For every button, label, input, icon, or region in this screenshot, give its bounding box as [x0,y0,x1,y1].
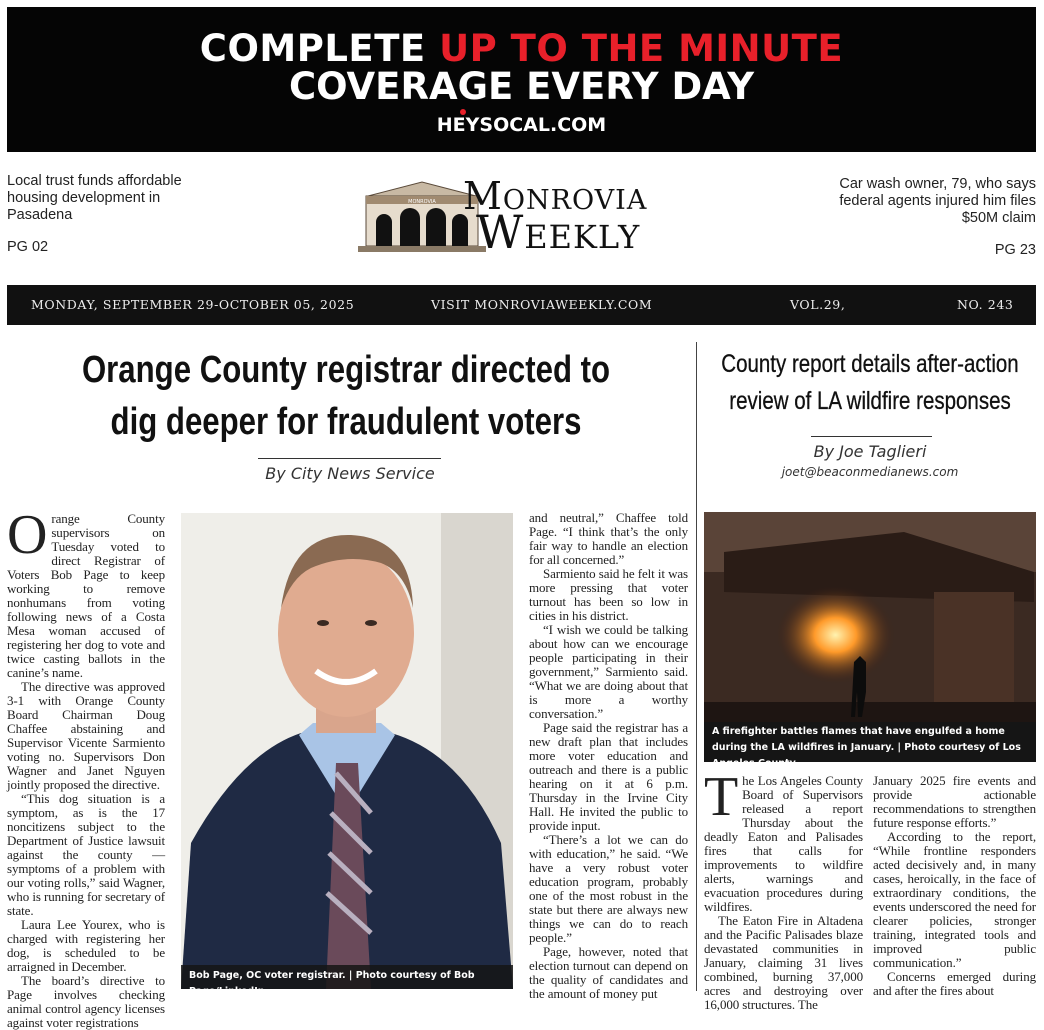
logo-text-weekly: Weekly [476,205,641,259]
side-photo[interactable] [704,512,1036,769]
right-teaser[interactable]: Car wash owner, 79, who says federal agents injured him files $50M claim [839,176,1036,226]
side-headline-line2: review of LA wildfire responses [729,387,1011,415]
lead-byline: By City News Service [265,464,435,483]
banner-headline-line1: COMPLETE UP TO THE MINUTE [199,27,844,70]
lead-headline-line2: dig deeper for fraudulent voters [110,401,582,443]
drop-cap: T [704,766,739,828]
lead-column-1: Orange County supervisors on Tuesday voted to direct Registrar of Voters Bob Page to keep working to remove nonhumans from voting following news of a Costa Mesa woman accused of registering her dog to vote and twice casting ballots in the canine’s name. The directive was approved 3-1 with Orange County Board Chairman Doug Chaffee abstaining and Supervisor Vicente Sarmiento voting no. Supervisors Don Wagner and Janet Nguyen jointly proposed the directive. “This dog situation is a symptom, as is the 17 noncitizens subject to the Department of Justice lawsuit against the county — symptoms of a problem with our voting rolls,” said Wagner, who is running for secretary of state. Laura Lee Yourex, who is charged with registering her dog, is scheduled to be arraigned in December. The board’s directive to Page involves checking animal control agency licenses against voter registrations [7,504,165,1030]
left-teaser-page: PG 02 [7,239,49,255]
side-byline-rule [811,436,932,437]
ad-banner[interactable] [7,7,1036,152]
author-email[interactable]: joet@beaconmedianews.com [781,465,959,479]
logo-text-monrovia: Monrovia [463,174,648,218]
issue-date: MONDAY, SEPTEMBER 29-OCTOBER 05, 2025 [31,297,355,312]
volume: VOL.29, [790,297,846,312]
left-teaser[interactable]: Local trust funds affordable housing development in Pasadena [7,173,182,223]
lead-headline-line1: Orange County registrar directed to [81,349,611,391]
banner-headline-line2: COVERAGE EVERY DAY [288,65,755,108]
column-divider [696,342,697,991]
side-headline-line1: County report details after-action [721,350,1019,378]
lead-column-3: and neutral,” Chaffee told Page. “I think that’s the only fair way to handle an election for all concerned.” Sarmiento said he felt it was more pressing that voter turnout has been so low in cities in his district. “I wish we could be talking about how can we encourage people participating in their government,” Sarmiento said. “What we are doing about that is more a worthy conversation.” Page said the registrar has a new draft plan that includes more voter education and outreach and there is a public hearing on it at 6 p.m. Thursday in the Irvine City Hall. He invited the public to provide input. “There’s a lot we can do with education,” he said. “We have a very robust voter education program, probably one of the most robust in the state but there are always new things we can do to reach people.” Page, however, noted that election turnout can depend on the quality of candidates and the amount of money put [529,510,688,1001]
side-headline[interactable] [698,346,1042,420]
website-link[interactable]: VISIT MONROVIAWEEKLY.COM [431,297,653,312]
lead-photo-caption: Bob Page, OC voter registrar. | Photo courtesy of Bob Page/LinkedIn [189,970,475,997]
svg-text:MONROVIA: MONROVIA [408,199,436,205]
date-bar [7,285,1036,325]
side-column-2: January 2025 fire events and provide actionable recommendations to strengthen future response efforts.” According to the report, “While frontline responders acted decisively and, in many cases, heroically, in the face of extraordinary conditions, the events underscored the need for clearer policies, stronger training, integrated tools and improved public communication.” Concerns emerged during and after the fires about [873,773,1036,998]
portrait-image [181,513,513,989]
drop-cap: O [7,504,48,566]
lead-headline[interactable] [29,344,662,448]
right-teaser-page: PG 23 [994,242,1036,258]
banner-url[interactable]: HEYSOCAL.COM [436,114,607,136]
byline-rule [258,458,441,459]
lead-photo[interactable] [181,513,513,997]
masthead-logo[interactable] [358,172,693,257]
issue-number: NO. 243 [957,297,1014,312]
side-photo-caption: A firefighter battles flames that have engulfed a home during the LA wildfires in January. | Photo courtesy of Los Angeles County [712,726,1021,769]
side-byline: By Joe Taglieri [813,442,927,461]
side-column-1: The Los Angeles County Board of Supervisors released a report Thursday about the deadly Eaton and Palisades fires that calls for improvements to wildfire alerts, warnings and evacuation procedures during wildfires. The Eaton Fire in Altadena and the Pacific Palisades blaze devastated communities in January, claiming 31 lives combined, burning 37,000 acres and destroying over 16,000 structures. The [704,766,863,1012]
